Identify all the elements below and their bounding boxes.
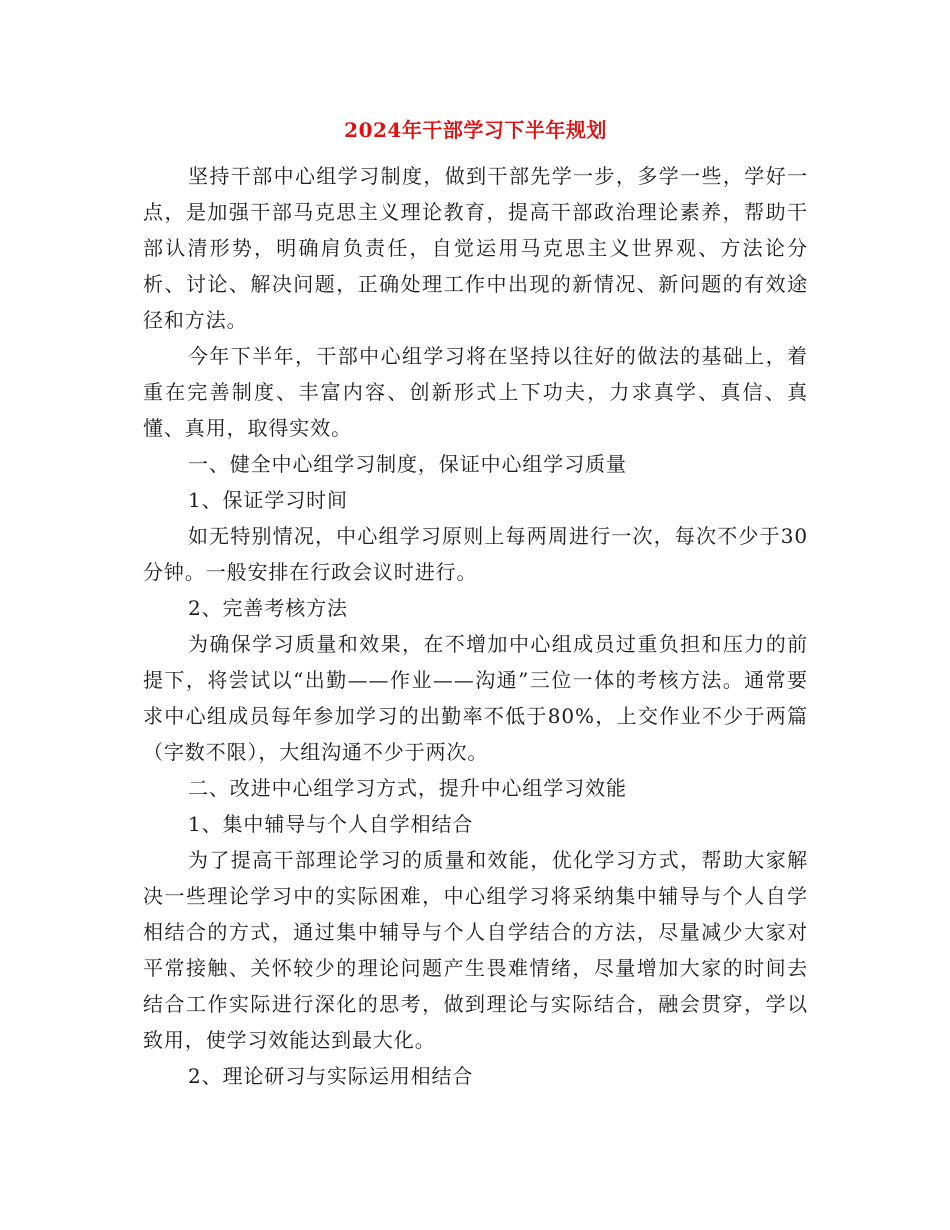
document-body [143, 110, 808, 1094]
paragraph-intro: 坚持干部中心组学习制度，做到干部先学一步，多学一些，学好一点，是加强干部马克思主义理论教育，提高干部政治理论素养，帮助干部认清形势，明确肩负责任，自觉运用马克思主义世界观、方法论分析、讨论、解决问题，正确处理工作中出现的新情况、新问题的有效途径和方法。 [143, 164, 808, 332]
section-heading-2: 二、改进中心组学习方式，提升中心组学习效能 [188, 776, 627, 800]
subheading-1-1: 1、保证学习时间 [188, 488, 348, 512]
paragraph-second-half-plan: 今年下半年，干部中心组学习将在坚持以往好的做法的基础上，着重在完善制度、丰富内容、创新形式上下功夫，力求真学、真信、真懂、真用，取得实效。 [143, 344, 808, 440]
paragraph-assessment: 为确保学习质量和效果，在不增加中心组成员过重负担和压力的前提下，将尝试以“出勤——作业——沟通”三位一体的考核方法。通常要求中心组成员每年参加学习的出勤率不低于80%，上交作业不少于两篇（字数不限），大组沟通不少于两次。 [143, 632, 808, 764]
document-title: 2024年干部学习下半年规划 [344, 118, 607, 142]
subheading-1-2: 2、完善考核方法 [188, 596, 348, 620]
paragraph-guidance-self-study: 为了提高干部理论学习的质量和效能，优化学习方式，帮助大家解决一些理论学习中的实际困难，中心组学习将采纳集中辅导与个人自学相结合的方式，通过集中辅导与个人自学结合的方法，尽量减少大家对平常接触、关怀较少的理论问题产生畏难情绪，尽量增加大家的时间去结合工作实际进行深化的思考，做到理论与实际结合，融会贯穿，学以致用，使学习效能达到最大化。 [143, 848, 808, 1052]
subheading-2-1: 1、集中辅导与个人自学相结合 [188, 812, 474, 836]
paragraph-study-time: 如无特别情况，中心组学习原则上每两周进行一次，每次不少于30分钟。一般安排在行政会议时进行。 [143, 524, 808, 584]
section-heading-1: 一、健全中心组学习制度，保证中心组学习质量 [188, 452, 627, 476]
subheading-2-2: 2、理论研习与实际运用相结合 [188, 1064, 474, 1088]
